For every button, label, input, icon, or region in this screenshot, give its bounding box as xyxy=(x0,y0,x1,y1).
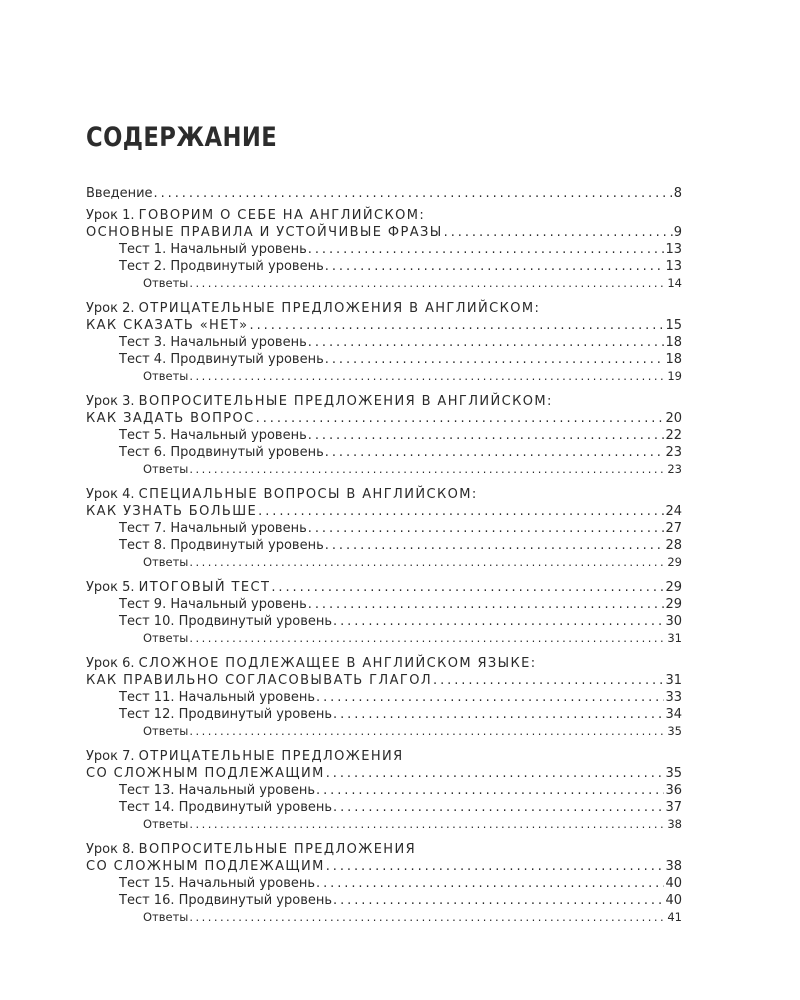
toc-entry-answers[interactable] xyxy=(86,723,682,740)
toc-entry-label: Тест 5. Начальный уровень xyxy=(119,428,307,443)
toc-entry-test[interactable] xyxy=(86,875,682,892)
toc-entry-answers[interactable] xyxy=(86,368,682,385)
lesson-number: Урок 1. xyxy=(86,208,139,223)
page-title: СОДЕРЖАНИЕ xyxy=(86,122,278,153)
dot-leader xyxy=(256,410,665,427)
toc-page-number: 34 xyxy=(665,707,682,722)
lesson-block-3 xyxy=(86,393,682,478)
lesson-heading-continued[interactable] xyxy=(86,410,682,427)
toc-page-number: 36 xyxy=(665,783,682,798)
toc-entry-test[interactable] xyxy=(86,241,682,258)
dot-leader xyxy=(326,858,665,875)
toc-page-number: 29 xyxy=(665,597,682,612)
toc-entry-label: Ответы xyxy=(143,910,189,924)
dot-leader xyxy=(333,892,664,909)
dot-leader xyxy=(189,816,666,833)
toc-page-number: 28 xyxy=(665,538,682,553)
toc-entry-label: Тест 8. Продвинутый уровень xyxy=(119,538,324,553)
lesson-number: Урок 3. xyxy=(86,394,139,409)
lesson-heading-continued[interactable] xyxy=(86,858,682,875)
dot-leader xyxy=(189,368,666,385)
toc-page-number: 40 xyxy=(665,876,682,891)
dot-leader xyxy=(189,461,666,478)
toc-page-number: 33 xyxy=(665,690,682,705)
dot-leader xyxy=(333,613,664,630)
toc-page-number: 8 xyxy=(673,186,682,201)
toc-entry-label: Тест 1. Начальный уровень xyxy=(119,242,307,257)
toc-entry-label: Тест 12. Продвинутый уровень xyxy=(119,707,333,722)
toc-entry-answers[interactable] xyxy=(86,275,682,292)
lesson-title: ИТОГОВЫЙ ТЕСТ xyxy=(138,580,271,595)
lesson-title: ВОПРОСИТЕЛЬНЫЕ ПРЕДЛОЖЕНИЯ xyxy=(138,842,417,857)
lesson-block-7 xyxy=(86,748,682,833)
toc-entry-test[interactable] xyxy=(86,520,682,537)
lesson-number: Урок 4. xyxy=(86,487,139,502)
toc-page-number: 29 xyxy=(667,555,682,569)
lesson-number: Урок 7. xyxy=(86,749,139,764)
toc-entry-answers[interactable] xyxy=(86,630,682,647)
toc-entry-test[interactable] xyxy=(86,799,682,816)
toc-entry-test[interactable] xyxy=(86,258,682,275)
dot-leader xyxy=(189,723,666,740)
dot-leader xyxy=(308,334,665,351)
lesson-title: ОТРИЦАТЕЛЬНЫЕ ПРЕДЛОЖЕНИЯ xyxy=(138,749,404,764)
dot-leader xyxy=(308,520,665,537)
toc-page-number: 41 xyxy=(667,910,682,924)
toc-entry-intro[interactable] xyxy=(86,185,682,202)
toc-page-number: 22 xyxy=(665,428,682,443)
dot-leader xyxy=(189,630,666,647)
toc-page-number: 29 xyxy=(665,580,682,595)
lesson-heading[interactable] xyxy=(86,579,682,596)
lesson-title-line2: ОСНОВНЫЕ ПРАВИЛА И УСТОЙЧИВЫЕ ФРАЗЫ xyxy=(86,225,443,240)
toc-entry-test[interactable] xyxy=(86,892,682,909)
toc-page-number: 23 xyxy=(667,462,682,476)
toc-page-number: 31 xyxy=(667,631,682,645)
toc-entry-label: Ответы xyxy=(143,462,189,476)
lesson-heading[interactable] xyxy=(86,655,682,672)
dot-leader xyxy=(189,275,666,292)
toc-page-number: 35 xyxy=(665,766,682,781)
dot-leader xyxy=(444,224,673,241)
toc-page-number: 15 xyxy=(665,318,682,333)
toc-entry-answers[interactable] xyxy=(86,909,682,926)
toc-entry-label: Тест 2. Продвинутый уровень xyxy=(119,259,324,274)
lesson-block-2 xyxy=(86,300,682,385)
dot-leader xyxy=(308,241,665,258)
lesson-heading[interactable] xyxy=(86,393,682,410)
lesson-title: ГОВОРИМ О СЕБЕ НА АНГЛИЙСКОМ: xyxy=(138,208,426,223)
toc-entry-label: Тест 6. Продвинутый уровень xyxy=(119,445,324,460)
toc-entry-label: Ответы xyxy=(143,631,189,645)
toc-page-number: 38 xyxy=(665,859,682,874)
lesson-title: СПЕЦИАЛЬНЫЕ ВОПРОСЫ В АНГЛИЙСКОМ: xyxy=(138,487,478,502)
toc-page-number: 35 xyxy=(667,724,682,738)
toc-entry-test[interactable] xyxy=(86,444,682,461)
toc-page-number: 20 xyxy=(665,411,682,426)
dot-leader xyxy=(325,537,665,554)
lesson-number: Урок 6. xyxy=(86,656,139,671)
toc-entry-test[interactable] xyxy=(86,782,682,799)
lesson-list xyxy=(86,207,682,926)
lesson-title-line2: СО СЛОЖНЫМ ПОДЛЕЖАЩИМ xyxy=(86,859,325,874)
toc-entry-label: Тест 4. Продвинутый уровень xyxy=(119,352,324,367)
toc-entry-label: Тест 14. Продвинутый уровень xyxy=(119,800,333,815)
lesson-heading[interactable] xyxy=(86,207,682,224)
toc-entry-answers[interactable] xyxy=(86,461,682,478)
dot-leader xyxy=(326,765,665,782)
toc-page-number: 37 xyxy=(665,800,682,815)
lesson-heading[interactable] xyxy=(86,486,682,503)
dot-leader xyxy=(333,799,664,816)
toc-page-number: 38 xyxy=(667,817,682,831)
dot-leader xyxy=(325,351,665,368)
lesson-number: Урок 8. xyxy=(86,842,139,857)
toc-entry-test[interactable] xyxy=(86,537,682,554)
toc-entry-test[interactable] xyxy=(86,613,682,630)
toc-page-number: 23 xyxy=(665,445,682,460)
dot-leader xyxy=(325,444,665,461)
toc-entry-label: Тест 11. Начальный уровень xyxy=(119,690,316,705)
toc-entry-label: Тест 3. Начальный уровень xyxy=(119,335,307,350)
lesson-title-line2: КАК ЗАДАТЬ ВОПРОС xyxy=(86,411,255,426)
dot-leader xyxy=(154,185,673,202)
toc-page-number: 40 xyxy=(665,893,682,908)
toc-entry-test[interactable] xyxy=(86,689,682,706)
lesson-heading[interactable] xyxy=(86,748,682,765)
toc-entry-label: Тест 15. Начальный уровень xyxy=(119,876,316,891)
lesson-heading[interactable] xyxy=(86,841,682,858)
lesson-title-line2: СО СЛОЖНЫМ ПОДЛЕЖАЩИМ xyxy=(86,766,325,781)
lesson-block-4 xyxy=(86,486,682,571)
dot-leader xyxy=(316,782,664,799)
lesson-number: Урок 5. xyxy=(86,580,139,595)
toc-page-number: 14 xyxy=(667,276,682,290)
lesson-heading-continued[interactable] xyxy=(86,672,682,689)
lesson-block-6 xyxy=(86,655,682,740)
toc-entry-answers[interactable] xyxy=(86,554,682,571)
toc-page-number: 13 xyxy=(665,242,682,257)
dot-leader xyxy=(250,317,665,334)
toc-entry-test[interactable] xyxy=(86,351,682,368)
toc-entry-test[interactable] xyxy=(86,596,682,613)
lesson-heading-continued[interactable] xyxy=(86,765,682,782)
dot-leader xyxy=(333,706,664,723)
lesson-heading-continued[interactable] xyxy=(86,224,682,241)
dot-leader xyxy=(189,909,666,926)
toc-entry-label: Введение xyxy=(86,186,153,201)
toc-entry-test[interactable] xyxy=(86,706,682,723)
lesson-heading-continued[interactable] xyxy=(86,317,682,334)
toc-entry-answers[interactable] xyxy=(86,816,682,833)
lesson-title-line2: КАК УЗНАТЬ БОЛЬШЕ xyxy=(86,504,258,519)
dot-leader xyxy=(189,554,666,571)
lesson-title: СЛОЖНОЕ ПОДЛЕЖАЩЕЕ В АНГЛИЙСКОМ ЯЗЫКЕ: xyxy=(138,656,537,671)
toc-page-number: 19 xyxy=(667,369,682,383)
lesson-title-line2: КАК ПРАВИЛЬНО СОГЛАСОВЫВАТЬ ГЛАГОЛ xyxy=(86,673,433,688)
toc-entry-label: Тест 7. Начальный уровень xyxy=(119,521,307,536)
dot-leader xyxy=(271,579,664,596)
lesson-title-line2: КАК СКАЗАТЬ «НЕТ» xyxy=(86,318,249,333)
toc-page-number: 30 xyxy=(665,614,682,629)
dot-leader xyxy=(258,503,664,520)
table-of-contents xyxy=(86,185,682,926)
dot-leader xyxy=(308,427,665,444)
lesson-block-5 xyxy=(86,579,682,647)
toc-page-number: 9 xyxy=(673,225,682,240)
dot-leader xyxy=(316,689,664,706)
dot-leader xyxy=(308,596,665,613)
toc-entry-label: Тест 10. Продвинутый уровень xyxy=(119,614,333,629)
lesson-block-1 xyxy=(86,207,682,292)
toc-entry-label: Тест 13. Начальный уровень xyxy=(119,783,316,798)
toc-page-number: 27 xyxy=(665,521,682,536)
toc-page-number: 13 xyxy=(665,259,682,274)
toc-page-number: 24 xyxy=(665,504,682,519)
toc-entry-label: Тест 9. Начальный уровень xyxy=(119,597,307,612)
dot-leader xyxy=(325,258,665,275)
toc-entry-test[interactable] xyxy=(86,427,682,444)
toc-entry-label: Ответы xyxy=(143,369,189,383)
toc-page-number: 18 xyxy=(665,335,682,350)
lesson-heading-continued[interactable] xyxy=(86,503,682,520)
dot-leader xyxy=(433,672,664,689)
lesson-block-8 xyxy=(86,841,682,926)
toc-page-number: 18 xyxy=(665,352,682,367)
lesson-heading[interactable] xyxy=(86,300,682,317)
toc-entry-test[interactable] xyxy=(86,334,682,351)
toc-entry-label: Ответы xyxy=(143,555,189,569)
toc-page-number: 31 xyxy=(665,673,682,688)
toc-entry-label: Ответы xyxy=(143,817,189,831)
toc-entry-label: Тест 16. Продвинутый уровень xyxy=(119,893,333,908)
lesson-title: ОТРИЦАТЕЛЬНЫЕ ПРЕДЛОЖЕНИЯ В АНГЛИЙСКОМ: xyxy=(138,301,541,316)
toc-entry-label: Ответы xyxy=(143,724,189,738)
lesson-title: ВОПРОСИТЕЛЬНЫЕ ПРЕДЛОЖЕНИЯ В АНГЛИЙСКОМ: xyxy=(138,394,553,409)
dot-leader xyxy=(316,875,664,892)
lesson-number: Урок 2. xyxy=(86,301,139,316)
toc-entry-label: Ответы xyxy=(143,276,189,290)
